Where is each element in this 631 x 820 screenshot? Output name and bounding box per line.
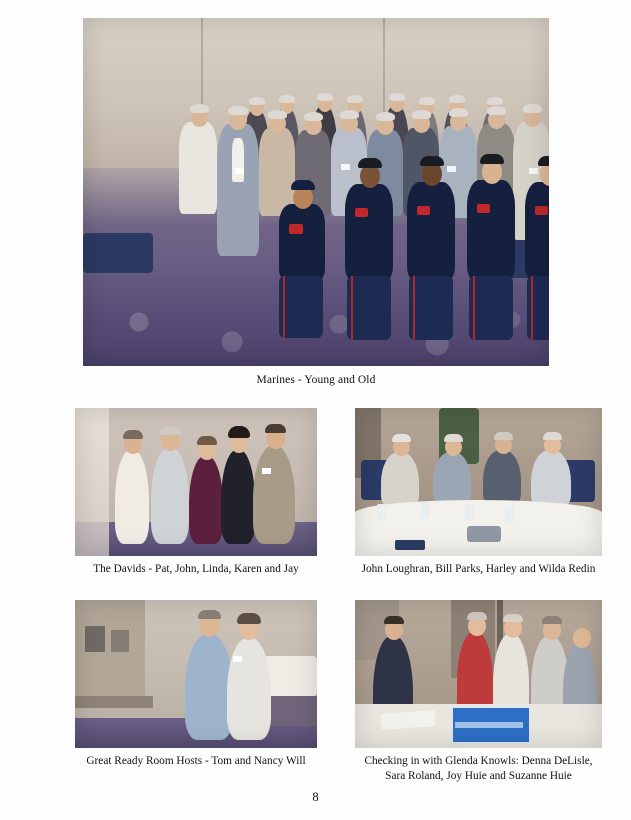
- mid-left-photo-caption: The Davids - Pat, John, Linda, Karen and Jay: [93, 563, 299, 575]
- bottom-left-photo-block: [75, 600, 317, 769]
- photo-registration-check-in: [355, 600, 602, 748]
- mid-left-photo-block: [75, 408, 317, 577]
- bottom-right-photo-caption: [355, 754, 602, 783]
- mid-right-photo-caption: John Loughran, Bill Parks, Harley and Wilda Redin: [361, 563, 596, 575]
- mid-right-photo-block: [355, 408, 602, 577]
- photo-banquet-table: [355, 408, 602, 556]
- hero-photo-caption: Marines - Young and Old: [256, 374, 376, 386]
- bottom-right-photo-block: [355, 600, 602, 783]
- bottom-right-caption-line1: Checking in with Glenda Knowls: Denna DeLisle,: [364, 755, 593, 767]
- bottom-right-caption-line2: Sara Roland, Joy Huie and Suzanne Huie: [385, 769, 572, 782]
- photo-ready-room-hosts: [75, 600, 317, 748]
- bottom-left-photo-caption: Great Ready Room Hosts - Tom and Nancy Will: [86, 755, 306, 767]
- page-number: 8: [312, 790, 319, 804]
- photo-the-davids: [75, 408, 317, 556]
- hero-photo-block: [83, 18, 549, 387]
- group-photo-marines-young-and-old: [83, 18, 549, 366]
